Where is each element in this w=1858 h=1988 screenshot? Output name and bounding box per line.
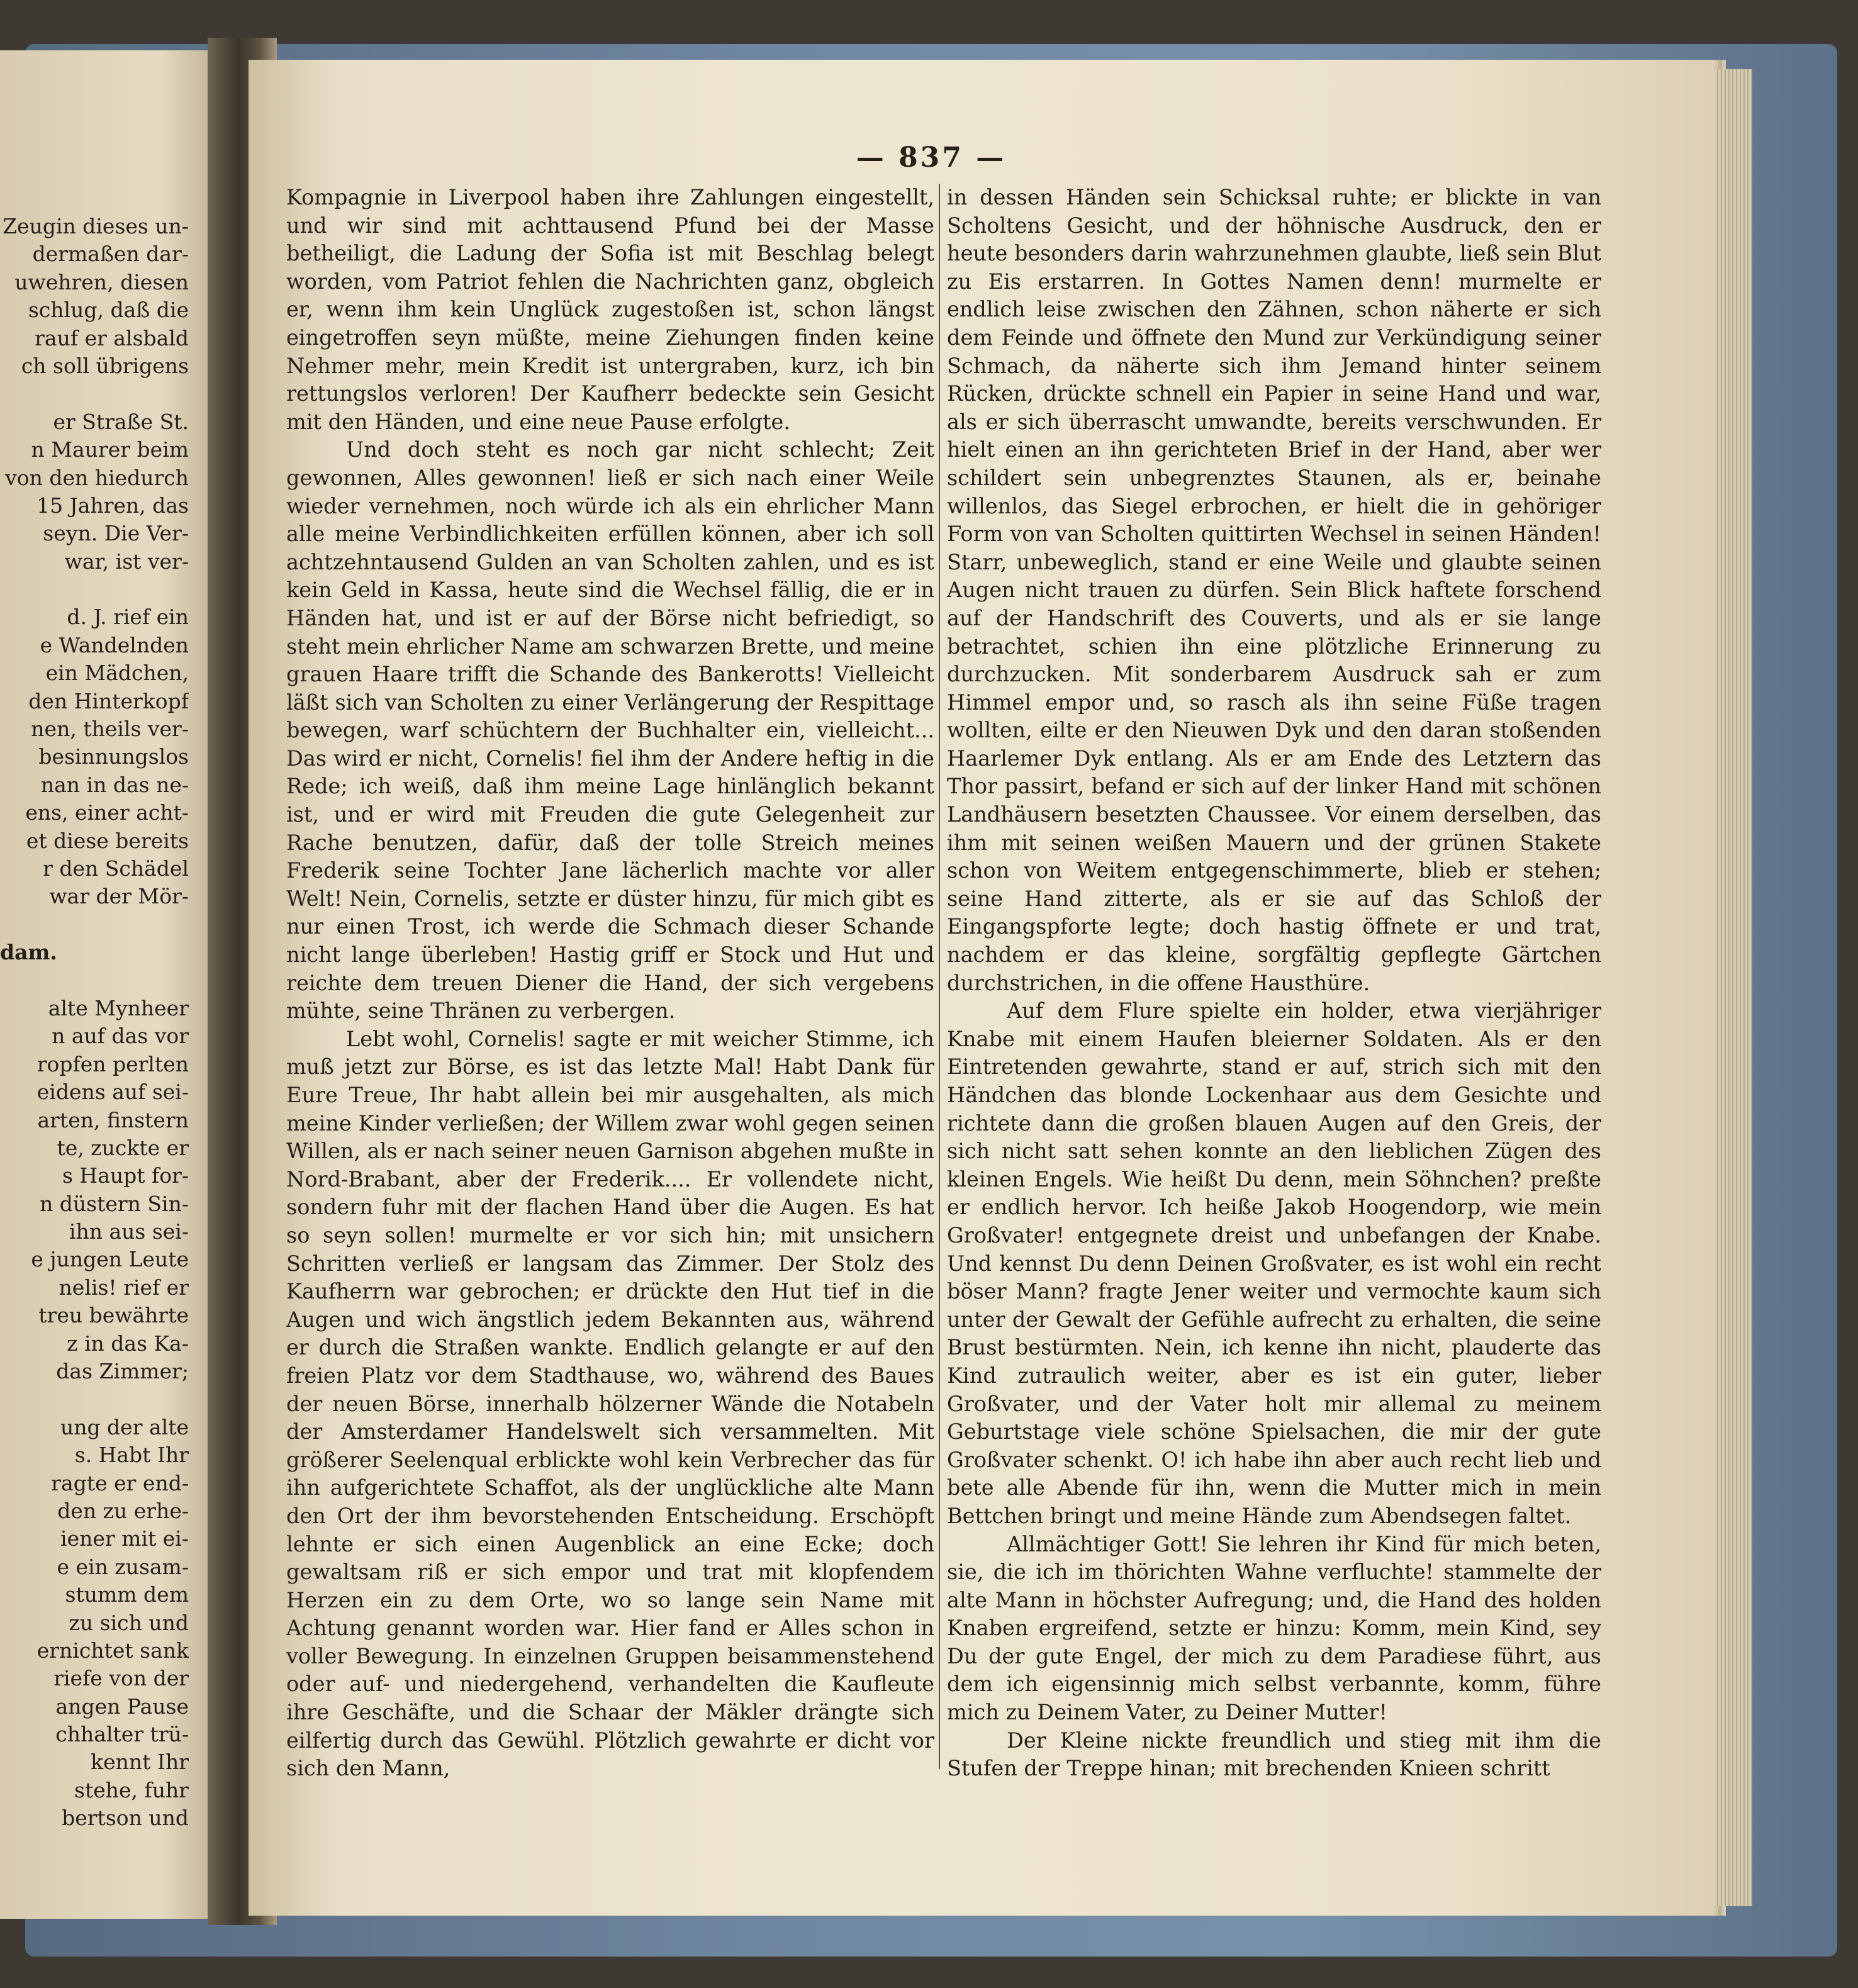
left-page-line: ein Mädchen,	[45, 661, 189, 686]
left-page-line: von den hiedurch	[5, 465, 189, 490]
left-page-line	[0, 576, 189, 603]
left-page-line: ch soll übrigens	[21, 353, 189, 378]
left-page-line: den Hinterkopf	[28, 688, 189, 713]
left-page-line: s. Habt Ihr	[74, 1443, 189, 1468]
page-number: — 837 —	[856, 142, 1007, 174]
left-page-line: alte Mynheer	[48, 995, 189, 1020]
left-page-line: e jungen Leute	[31, 1247, 189, 1272]
left-page-line: 15 Jahren, das	[36, 493, 189, 518]
left-page-line: z in das Ka-	[67, 1331, 189, 1356]
left-page-line: r den Schädel	[43, 856, 189, 881]
left-page-line: ragte er end-	[51, 1470, 189, 1495]
left-page-line: er Straße St.	[53, 409, 189, 434]
left-page-line: den zu erhe-	[57, 1498, 189, 1523]
paragraph: Auf dem Flure spielte ein holder, etwa vierjähriger Knabe mit einem Haufen bleierner Soldaten. Als er den Eintretenden gewahrte, stand er auf, strich sich mit den Händchen das blonde Lockenhaar aus dem Gesichte und richtete dann die großen blauen Augen auf den Greis, der sich nicht satt sehen konnte an den lieblichen Zügen des kleinen Engels. Wie heißt Du denn, mein Söhnchen? preßte er endlich hervor. Ich heiße Jakob Hoogendorp, wie mein Großvater! entgegnete dreist und unbefangen der Knabe. Und kennst Du denn Deinen Großvater, es ist wohl ein recht böser Mann? fragte Jener weiter und vermochte kaum sich unter der Gewalt der Gefühle aufrecht zu erhalten, die seine Brust bestürmten. Nein, ich kenne ihn nicht, plauderte das Kind zutraulich weiter, aber es ist ein guter, lieber Großvater, und der Vater holt mir allemal zu meinem Geburtstage viele schöne Spielsachen, die mir der gute Großvater schenkt. O! ich habe ihn aber auch recht lieb und bete alle Abende für ihn, wenn die Mutter mich in mein Bettchen bringt und meine Hände zum Abendsegen faltet.	[947, 998, 1601, 1528]
page-edges	[1715, 69, 1752, 1906]
left-page-line: arten, finstern	[37, 1107, 189, 1132]
left-page-line: angen Pause	[55, 1694, 189, 1719]
paragraph: Und doch steht es noch gar nicht schlecht; Zeit gewonnen, Alles gewonnen! ließ er sich nach einer Weile wieder vernehmen, noch würde ich als ein ehrlicher Mann alle meine Verbindlichkeiten erfüllen können, aber ich soll achtzehntausend Gulden an van Scholten zahlen, und es ist kein Geld in Kassa, heute sind die Wechsel fällig, die er in Händen hat, und ist er auf der Börse nicht befriedigt, so steht mein ehrlicher Name am schwarzen Brette, und meine grauen Haare trifft die Schande des Bankerotts! Vielleicht läßt sich van Scholten zu einer Verlängerung der Respittage bewegen, warf schüchtern der Buchhalter ein, vielleicht... Das wird er nicht, Cornelis! fiel ihm der Andere heftig in die Rede; ich weiß, daß ihm meine Lage hinlänglich bekannt ist, und er wird mit Freuden die gute Gelegenheit zur Rache benutzen, dafür, daß der tolle Streich meines Frederik seine Tochter Jane lächerlich machte vor aller Welt! Nein, Cornelis, setzte er düster hinzu, für mich gibt es nur einen Trost, ich werde die Schmach dieser Schande nicht lange überleben! Hastig griff er Stock und Hut und reichte dem treuen Diener die Hand, der sich vergebens mühte, seine Thränen zu verbergen.	[286, 437, 934, 1024]
left-page	[0, 50, 227, 1919]
left-page-line: dermaßen dar-	[32, 242, 189, 267]
left-page-line: treu bewährte	[38, 1303, 189, 1328]
left-page-line: n auf das vor	[52, 1024, 189, 1049]
left-page-line: s Haupt for-	[62, 1163, 189, 1188]
left-page-line: kennt Ihr	[91, 1750, 189, 1775]
left-page-line: dam.	[0, 940, 57, 965]
left-page-line: eidens auf sei-	[36, 1080, 189, 1105]
left-page-line: nelis! rief er	[59, 1275, 189, 1300]
left-page-line: riefe von der	[53, 1666, 189, 1691]
left-page-line: te, zuckte er	[57, 1135, 189, 1160]
left-page-line: ung der alte	[60, 1414, 189, 1439]
left-page-line: e Wandelnden	[40, 632, 189, 657]
left-page-line: uwehren, diesen	[14, 269, 189, 294]
column-divider	[939, 184, 940, 1769]
left-page-line: e ein zusam-	[57, 1554, 189, 1579]
left-page-line: stumm dem	[65, 1582, 189, 1607]
left-page-line	[0, 911, 189, 939]
paragraph: Kompagnie in Liverpool haben ihre Zahlungen eingestellt, und wir sind mit achttausend Pfund bei der Masse betheiligt, die Ladung der Sofia ist mit Beschlag belegt worden, vom Patriot fehlen die Nachrichten ganz, obgleich er, wenn ihm kein Unglück zugestoßen ist, schon längst eingetroffen seyn müßte, meine Ziehungen finden keine Nehmer mehr, mein Kredit ist untergraben, kurz, ich bin rettungslos verloren! Der Kaufherr bedeckte sein Gesicht mit den Händen, und eine neue Pause erfolgte.	[286, 185, 934, 434]
left-page-line: rauf er alsbald	[35, 325, 189, 350]
left-page-line	[0, 1385, 189, 1413]
left-page-line: iener mit ei-	[60, 1526, 189, 1551]
left-page-line: war, ist ver-	[64, 549, 189, 574]
left-page-line: Zeugin dieses un-	[3, 214, 189, 238]
paragraph: Der Kleine nickte freundlich und stieg mit ihm die Stufen der Treppe hinan; mit brechenden Knieen schritt	[947, 1728, 1601, 1781]
left-page-line: ropfen perlten	[36, 1051, 189, 1076]
paragraph: Lebt wohl, Cornelis! sagte er mit weicher Stimme, ich muß jetzt zur Börse, es ist das letzte Mal! Habt Dank für Eure Treue, Ihr habt allein bei mir ausgehalten, als mich meine Kinder verließen; der Willem zwar wohl gegen seinen Willen, als er nach seiner neuen Garnison abgehen mußte in Nord-Brabant, aber der Frederik.... Er vollendete nicht, sondern fuhr mit der flachen Hand über die Augen. Es hat so seyn sollen! murmelte er vor sich hin; mit unsichern Schritten verließ er langsam das Zimmer. Der Stolz des Kaufherrn war gebrochen; er drückte den Hut tief in die Augen und wich ängstlich jedem Bekannten aus, während er durch die Straßen wankte. Endlich gelangte er auf den freien Platz vor dem Stadthause, wo, während des Baues der neuen Börse, innerhalb hölzerner Wände die Notabeln der Amsterdamer Handelswelt sich versammelten. Mit größerer Seelenqual erblickte wohl kein Verbrecher das für ihn aufgerichtete Schaffot, als der unglückliche alte Mann den Ort der ihm bevorstehenden Entscheidung. Erschöpft lehnte er sich einen Augenblick an eine Ecke; doch gewaltsam riß er sich empor und trat mit klopfendem Herzen ein zu dem Orte, wo so lange sein Name mit Achtung genannt worden war. Hier fand er Alles schon in voller Bewegung. In einzelnen Gruppen beisammenstehend oder auf- und niedergehend, verhandelten die Kaufleute ihre Geschäfte, und die Schaar der Mäkler drängte sich eilfertig durch das Gewühl. Plötzlich gewahrte er dicht vor sich den Mann,	[286, 1026, 934, 1781]
left-page-line: d. J. rief ein	[67, 605, 189, 630]
left-page-line: das Zimmer;	[56, 1359, 189, 1384]
text-column-left	[286, 184, 934, 1783]
left-page-line: nen, theils ver-	[31, 717, 189, 742]
left-page-line: ihn aus sei-	[69, 1219, 189, 1244]
left-page-line: seyn. Die Ver-	[43, 521, 189, 546]
left-page-line	[0, 967, 189, 995]
left-page-line: besinnungslos	[38, 744, 189, 769]
left-page-line: et diese bereits	[26, 828, 189, 853]
left-page-line: nan in das ne-	[40, 772, 189, 797]
left-page-line: chhalter trü-	[55, 1722, 189, 1747]
left-page-line: n Maurer beim	[31, 437, 189, 462]
paragraph: Allmächtiger Gott! Sie lehren ihr Kind für mich beten, sie, die ich im thörichten Wahne verfluchte! stammelte der alte Mann in höchster Aufregung; und, die Hand des holden Knaben ergreifend, setzte er hinzu: Komm, mein Kind, sey Du der gute Engel, der mich zu dem Paradiese führt, aus dem ich eigensinnig mich selbst verbannte, komm, führe mich zu Deinem Vater, zu Deiner Mutter!	[947, 1531, 1601, 1725]
left-page-text-fragments	[0, 213, 189, 1833]
left-page-line: n düstern Sin-	[40, 1191, 189, 1216]
left-page-line: schlug, daß die	[28, 298, 189, 323]
paragraph: in dessen Händen sein Schicksal ruhte; er blickte in van Scholtens Gesicht, und der höhnische Ausdruck, den er heute besonders darin wahrzunehmen glaubte, ließ sein Blut zu Eis erstarren. In Gottes Namen denn! murmelte er endlich leise zwischen den Zähnen, schon näherte er sich dem Feinde und öffnete den Mund zur Verkündigung seiner Schmach, da näherte sich ihm Jemand hinter seinem Rücken, drückte schnell ein Papier in seine Hand und war, als er sich überrascht umwandte, bereits verschwunden. Er hielt einen an ihn gerichteten Brief in der Hand, aber wer schildert sein unbegrenztes Staunen, als er, beinahe willenlos, das Siegel erbrochen, er hielt die in gehöriger Form von van Scholten quittirten Wechsel in seinen Händen! Starr, unbeweglich, stand er eine Weile und glaubte seinen Augen nicht trauen zu dürfen. Sein Blick haftete forschend auf der Handschrift des Couverts, und als er sie lange betrachtet, schien ihn eine plötzliche Erinnerung zu durchzucken. Mit sonderbarem Ausdruck sah er zum Himmel empor und, so rasch als ihn seine Füße tragen wollten, eilte er den Nieuwen Dyk und den daran stoßenden Haarlemer Dyk entlang. Als er am Ende des Letztern das Thor passirt, befand er sich auf der linker Hand mit schönen Landhäusern besetzten Chaussee. Vor einem derselben, das ihm mit seinen weißen Mauern und der grünen Stakete schon von Weitem entgegenschimmerte, blieb er stehen; seine Hand zitterte, als er sie auf das Schloß der Eingangspforte legte; doch hastig öffnete er und trat, nachdem er das kleine, sorgfältig gepflegte Gärtchen durchstrichen, in die offene Hausthüre.	[947, 185, 1601, 995]
left-page-line: bertson und	[62, 1806, 189, 1831]
left-page-line: war der Mör-	[49, 884, 189, 909]
left-page-line: zu sich und	[69, 1610, 189, 1635]
left-page-line: ens, einer acht-	[25, 800, 189, 825]
text-column-right	[947, 184, 1601, 1783]
left-page-line: stehe, fuhr	[74, 1777, 189, 1802]
left-page-line	[0, 380, 189, 408]
left-page-line: ernichtet sank	[36, 1638, 189, 1663]
